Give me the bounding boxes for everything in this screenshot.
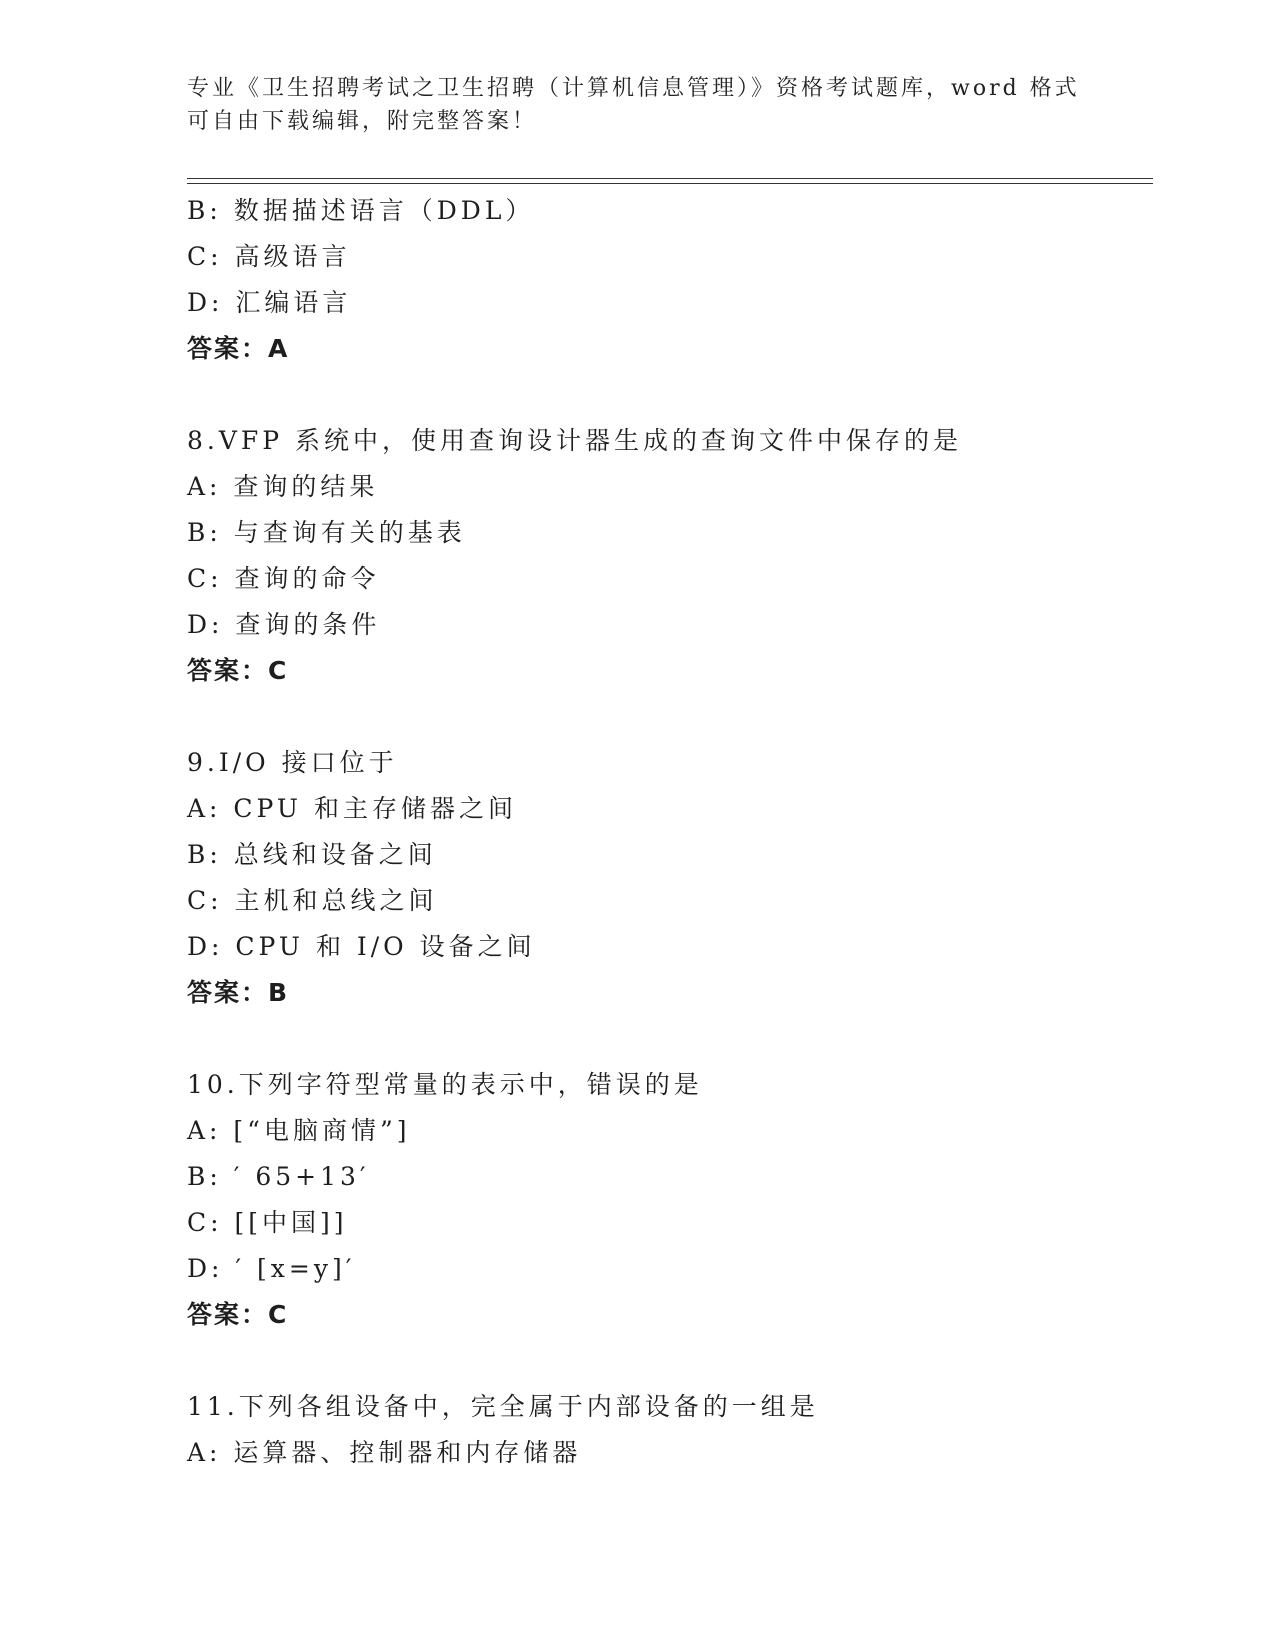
answer-line: 答案：B: [187, 978, 290, 1007]
option-c: C: 主机和总线之间: [187, 886, 438, 915]
option-d: D: 汇编语言: [187, 288, 352, 317]
question-stem: 9.I/O 接口位于: [187, 748, 398, 777]
option-b: B: 数据描述语言（DDL）: [187, 196, 535, 225]
option-b: B: 与查询有关的基表: [187, 518, 466, 547]
question-block: [187, 740, 1147, 1016]
option-a: A: 查询的结果: [187, 472, 379, 501]
option-c: C: 查询的命令: [187, 564, 380, 593]
option-d: D: 查询的条件: [187, 610, 381, 639]
option-a: A: [“电脑商情”]: [187, 1116, 411, 1145]
option-b: B: ′ 65+13′: [187, 1162, 370, 1191]
option-d: D: ′ [x=y]′: [187, 1254, 356, 1283]
answer-line: 答案：C: [187, 1300, 289, 1329]
option-a: A: 运算器、控制器和内存储器: [187, 1438, 582, 1467]
question-block: [187, 418, 1147, 694]
option-b: B: 总线和设备之间: [187, 840, 437, 869]
option-d: D: CPU 和 I/O 设备之间: [187, 932, 536, 961]
header-line-1: 专业《卫生招聘考试之卫生招聘（计算机信息管理）》资格考试题库，word 格式: [187, 76, 1080, 101]
question-block: [187, 188, 1147, 372]
option-a: A: CPU 和主存储器之间: [187, 794, 517, 823]
header-line-2: 可自由下载编辑，附完整答案！: [187, 109, 538, 134]
header-divider-bottom: [187, 183, 1153, 184]
option-c: C: 高级语言: [187, 242, 351, 271]
header-divider-top: [187, 178, 1153, 179]
question-block: [187, 1062, 1147, 1338]
document-header: [187, 72, 1087, 138]
question-stem: 10.下列字符型常量的表示中，错误的是: [187, 1070, 703, 1099]
question-stem: 11.下列各组设备中，完全属于内部设备的一组是: [187, 1392, 819, 1421]
answer-line: 答案：A: [187, 334, 290, 363]
question-stem: 8.VFP 系统中，使用查询设计器生成的查询文件中保存的是: [187, 426, 963, 455]
answer-line: 答案：C: [187, 656, 289, 685]
question-list: [187, 188, 1147, 1476]
question-block: [187, 1384, 1147, 1476]
option-c: C: [[中国]]: [187, 1208, 348, 1237]
